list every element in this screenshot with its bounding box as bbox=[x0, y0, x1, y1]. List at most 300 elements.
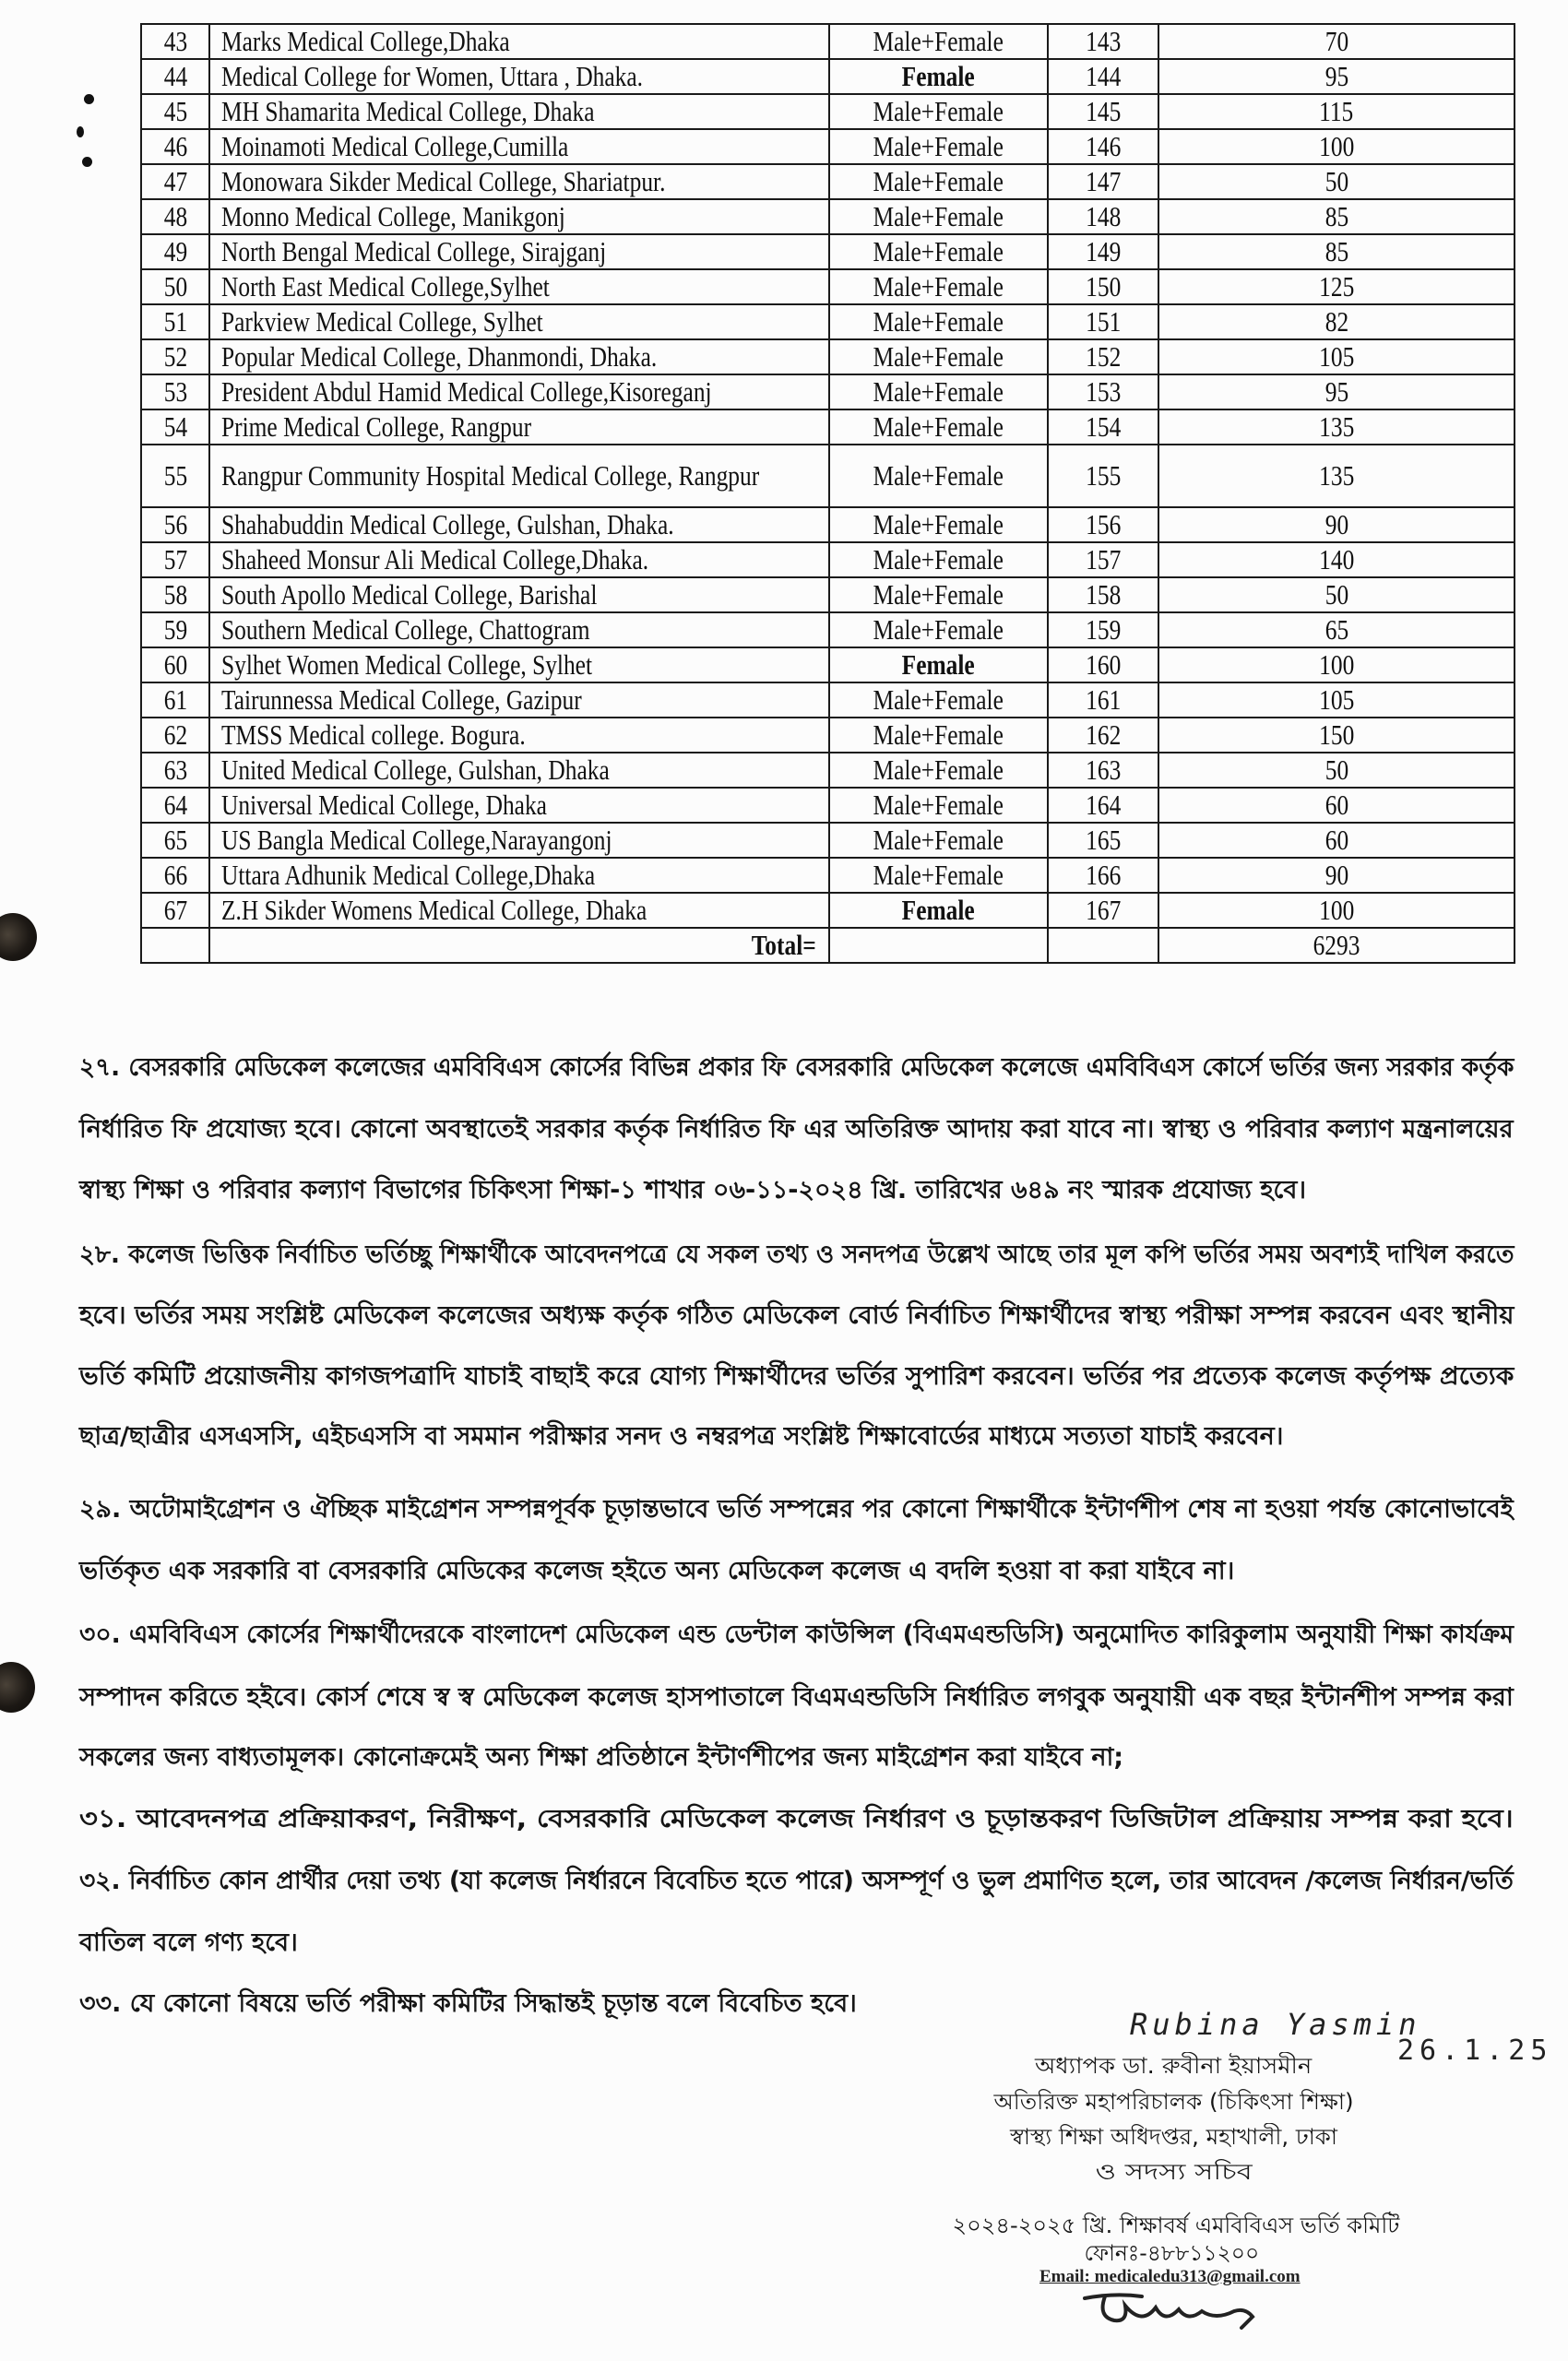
gender-cell-text: Male+Female bbox=[873, 789, 1004, 821]
table-row bbox=[141, 234, 1515, 269]
serial-cell bbox=[141, 409, 209, 445]
table-row bbox=[141, 858, 1515, 893]
college-name-cell bbox=[209, 199, 829, 234]
gender-cell-text: Male+Female bbox=[873, 683, 1004, 716]
college-name-cell bbox=[209, 304, 829, 339]
serial-cell bbox=[141, 199, 209, 234]
seats-cell bbox=[1158, 893, 1515, 928]
paragraph-line: ভর্তিকৃত এক সরকারি বা বেসরকারি মেডিকের কলেজ হইতে অন্য মেডিকেল কলেজ এ বদলি হওয়া বা করা যাইবে না। bbox=[79, 1557, 1235, 1585]
seats-cell-text: 95 bbox=[1324, 60, 1348, 92]
signatory-name: অধ্যাপক ডা. রুবীনা ইয়াসমীন bbox=[1034, 2053, 1313, 2079]
college-code-cell bbox=[1048, 823, 1158, 858]
college-code-cell-text: 156 bbox=[1085, 508, 1122, 540]
serial-cell bbox=[141, 893, 209, 928]
college-name-cell bbox=[209, 682, 829, 718]
seats-cell bbox=[1158, 577, 1515, 612]
empty-cell bbox=[1048, 928, 1158, 963]
college-name-cell bbox=[209, 753, 829, 788]
serial-cell-text: 47 bbox=[163, 165, 187, 197]
college-name-cell bbox=[209, 893, 829, 928]
college-code-cell-text: 166 bbox=[1085, 859, 1122, 891]
college-code-cell bbox=[1048, 507, 1158, 542]
serial-cell bbox=[141, 753, 209, 788]
college-name-cell-text: Z.H Sikder Womens Medical College, Dhaka bbox=[221, 894, 647, 926]
gender-cell bbox=[829, 234, 1048, 269]
gender-cell-text: Male+Female bbox=[873, 200, 1004, 232]
gender-cell-text: Male+Female bbox=[873, 543, 1004, 575]
college-name-cell-text: South Apollo Medical College, Barishal bbox=[221, 578, 598, 611]
college-code-cell-text: 160 bbox=[1085, 648, 1122, 681]
gender-cell bbox=[829, 647, 1048, 682]
seats-cell-text: 95 bbox=[1324, 375, 1348, 408]
college-code-cell bbox=[1048, 199, 1158, 234]
seats-cell bbox=[1158, 682, 1515, 718]
serial-cell-text: 56 bbox=[163, 508, 187, 540]
binder-hole-icon bbox=[0, 1662, 35, 1713]
college-name-cell-text: Parkview Medical College, Sylhet bbox=[221, 305, 543, 338]
college-code-cell-text: 145 bbox=[1085, 95, 1122, 127]
college-name-cell-text: Moinamoti Medical College,Cumilla bbox=[221, 130, 569, 162]
college-name-cell-text: TMSS Medical college. Bogura. bbox=[221, 718, 526, 751]
handwritten-date: 26.1.25 bbox=[1397, 2035, 1553, 2067]
paragraph-line: ভর্তি কমিটি প্রয়োজনীয় কাগজপত্রাদি যাচাই বাছাই করে যোগ্য শিক্ষার্থীদের ভর্তির সুপারিশ করবেন। ভর্তির পর প্রত্যেক কলেজ কর্তৃপক্ষ প্রত্যেক bbox=[79, 1362, 1515, 1391]
college-code-cell-text: 147 bbox=[1085, 165, 1122, 197]
serial-cell bbox=[141, 234, 209, 269]
handwritten-signature: Rubina Yasmin bbox=[1130, 2007, 1421, 2042]
college-code-cell bbox=[1048, 304, 1158, 339]
serial-cell-text: 51 bbox=[163, 305, 187, 338]
seats-cell-text: 90 bbox=[1324, 508, 1348, 540]
college-name-cell-text: Shaheed Monsur Ali Medical College,Dhaka. bbox=[221, 543, 649, 575]
serial-cell bbox=[141, 339, 209, 374]
seats-cell-text: 100 bbox=[1318, 894, 1355, 926]
serial-cell-text: 65 bbox=[163, 824, 187, 856]
table-row bbox=[141, 788, 1515, 823]
college-name-cell bbox=[209, 24, 829, 59]
serial-cell bbox=[141, 445, 209, 507]
college-name-cell-text: Marks Medical College,Dhaka bbox=[221, 25, 510, 57]
table-row bbox=[141, 59, 1515, 94]
college-code-cell-text: 151 bbox=[1085, 305, 1122, 338]
college-code-cell-text: 152 bbox=[1085, 340, 1122, 373]
college-name-cell-text: Monowara Sikder Medical College, Shariatpur. bbox=[221, 165, 666, 197]
table-row bbox=[141, 339, 1515, 374]
serial-cell bbox=[141, 612, 209, 647]
table-row bbox=[141, 24, 1515, 59]
college-name-cell-text: Southern Medical College, Chattogram bbox=[221, 613, 590, 646]
margin-dot-mark bbox=[77, 126, 84, 137]
total-value-cell bbox=[1158, 928, 1515, 963]
gender-cell-text: Male+Female bbox=[873, 410, 1004, 443]
seats-cell bbox=[1158, 445, 1515, 507]
seats-cell-text: 125 bbox=[1318, 270, 1355, 303]
college-code-cell bbox=[1048, 374, 1158, 409]
paragraph-line: ৩২. নির্বাচিত কোন প্রার্থীর দেয়া তথ্য (যা কলেজ নির্ধারনে বিবেচিত হতে পারে) অসম্পূর্ণ ও ভুল প্রমাণিত হলে, তার আবেদন /কলেজ নির্ধারন/ভর্তি bbox=[79, 1867, 1514, 1895]
serial-cell bbox=[141, 858, 209, 893]
gender-cell bbox=[829, 409, 1048, 445]
college-name-cell bbox=[209, 823, 829, 858]
table-row bbox=[141, 612, 1515, 647]
college-code-cell-text: 165 bbox=[1085, 824, 1122, 856]
college-code-cell-text: 167 bbox=[1085, 894, 1122, 926]
gender-cell-text: Male+Female bbox=[873, 508, 1004, 540]
serial-cell-text: 52 bbox=[163, 340, 187, 373]
gender-cell bbox=[829, 718, 1048, 753]
serial-cell bbox=[141, 647, 209, 682]
serial-cell bbox=[141, 542, 209, 577]
total-value: 6293 bbox=[1313, 929, 1360, 961]
table-row bbox=[141, 94, 1515, 129]
college-code-cell bbox=[1048, 59, 1158, 94]
gender-cell-text: Male+Female bbox=[873, 305, 1004, 338]
seats-cell-text: 82 bbox=[1324, 305, 1348, 338]
seats-cell bbox=[1158, 612, 1515, 647]
table-row bbox=[141, 374, 1515, 409]
serial-cell bbox=[141, 94, 209, 129]
serial-cell-text: 50 bbox=[163, 270, 187, 303]
serial-cell bbox=[141, 164, 209, 199]
gender-cell bbox=[829, 507, 1048, 542]
email-link[interactable]: Email: medicaledu313@gmail.com bbox=[1039, 2267, 1301, 2286]
college-name-cell bbox=[209, 374, 829, 409]
seats-cell bbox=[1158, 647, 1515, 682]
gender-cell bbox=[829, 542, 1048, 577]
gender-cell bbox=[829, 269, 1048, 304]
college-code-cell-text: 143 bbox=[1085, 25, 1122, 57]
seats-cell bbox=[1158, 718, 1515, 753]
gender-cell bbox=[829, 199, 1048, 234]
college-code-cell-text: 161 bbox=[1085, 683, 1122, 716]
serial-cell-text: 54 bbox=[163, 410, 187, 443]
seats-cell bbox=[1158, 94, 1515, 129]
paragraph-line: সকলের জন্য বাধ্যতামূলক। কোনোক্রমেই অন্য শিক্ষা প্রতিষ্ঠানে ইন্টার্ণশীপের জন্য মাইগ্রেশন করা যাইবে না; bbox=[79, 1743, 1124, 1772]
serial-cell bbox=[141, 374, 209, 409]
gender-cell-text: Male+Female bbox=[873, 718, 1004, 751]
college-code-cell bbox=[1048, 788, 1158, 823]
binder-hole-icon bbox=[0, 913, 37, 961]
serial-cell-text: 67 bbox=[163, 894, 187, 926]
table-row bbox=[141, 507, 1515, 542]
empty-cell bbox=[141, 928, 209, 963]
gender-cell bbox=[829, 858, 1048, 893]
seats-cell bbox=[1158, 788, 1515, 823]
college-code-cell bbox=[1048, 718, 1158, 753]
college-name-cell-text: North Bengal Medical College, Sirajganj bbox=[221, 235, 607, 267]
seats-cell bbox=[1158, 234, 1515, 269]
college-name-cell bbox=[209, 129, 829, 164]
college-code-cell bbox=[1048, 893, 1158, 928]
college-code-cell bbox=[1048, 577, 1158, 612]
college-name-cell-text: MH Shamarita Medical College, Dhaka bbox=[221, 95, 595, 127]
college-code-cell-text: 148 bbox=[1085, 200, 1122, 232]
table-row bbox=[141, 753, 1515, 788]
table-row bbox=[141, 269, 1515, 304]
seats-cell bbox=[1158, 339, 1515, 374]
college-name-cell bbox=[209, 788, 829, 823]
serial-cell bbox=[141, 24, 209, 59]
gender-cell-text: Male+Female bbox=[873, 375, 1004, 408]
serial-cell-text: 45 bbox=[163, 95, 187, 127]
serial-cell-text: 55 bbox=[163, 459, 187, 492]
college-code-cell bbox=[1048, 129, 1158, 164]
gender-cell-text: Male+Female bbox=[873, 25, 1004, 57]
college-code-cell bbox=[1048, 164, 1158, 199]
margin-dot-mark bbox=[84, 94, 94, 104]
gender-cell-text: Male+Female bbox=[873, 578, 1004, 611]
college-code-cell-text: 144 bbox=[1085, 60, 1122, 92]
college-name-cell-text: Prime Medical College, Rangpur bbox=[221, 410, 532, 443]
serial-cell-text: 53 bbox=[163, 375, 187, 408]
margin-dot-mark bbox=[82, 157, 92, 167]
college-name-cell bbox=[209, 577, 829, 612]
phone-number: ফোনঃ-৪৮৮১১২০০ bbox=[1083, 2240, 1259, 2266]
college-name-cell bbox=[209, 59, 829, 94]
college-code-cell-text: 153 bbox=[1085, 375, 1122, 408]
gender-cell bbox=[829, 612, 1048, 647]
serial-cell-text: 48 bbox=[163, 200, 187, 232]
seats-cell bbox=[1158, 507, 1515, 542]
gender-cell-text: Female bbox=[901, 894, 976, 926]
gender-cell-text: Male+Female bbox=[873, 859, 1004, 891]
college-name-cell bbox=[209, 269, 829, 304]
seats-cell-text: 50 bbox=[1324, 578, 1348, 611]
paragraph-line: নির্ধারিত ফি প্রযোজ্য হবে। কোনো অবস্থাতেই সরকার কর্তৃক নির্ধারিত ফি এর অতিরিক্ত আদায় করা যাবে না। স্বাস্থ্য ও পরিবার কল্যাণ মন্ত্রনালয়ের bbox=[79, 1115, 1514, 1144]
gender-cell bbox=[829, 164, 1048, 199]
gender-cell-text: Male+Female bbox=[873, 824, 1004, 856]
paragraph-line: ৩৩. যে কোনো বিষয়ে ভর্তি পরীক্ষা কমিটির সিদ্ধান্তই চূড়ান্ত বলে বিবেচিত হবে। bbox=[79, 1989, 857, 2018]
college-code-cell-text: 149 bbox=[1085, 235, 1122, 267]
college-code-cell-text: 163 bbox=[1085, 753, 1122, 786]
gender-cell-text: Male+Female bbox=[873, 235, 1004, 267]
college-code-cell-text: 150 bbox=[1085, 270, 1122, 303]
seats-cell-text: 105 bbox=[1318, 340, 1355, 373]
serial-cell bbox=[141, 788, 209, 823]
serial-cell bbox=[141, 304, 209, 339]
college-code-cell bbox=[1048, 445, 1158, 507]
college-code-cell-text: 159 bbox=[1085, 613, 1122, 646]
seats-cell-text: 85 bbox=[1324, 200, 1348, 232]
college-code-cell-text: 158 bbox=[1085, 578, 1122, 611]
paragraph-line: ২৯. অটোমাইগ্রেশন ও ঐচ্ছিক মাইগ্রেশন সম্পন্নপূর্বক চূড়ান্তভাবে ভর্তি সম্পন্নের পর কোনো শিক্ষার্থীকে ইন্টার্ণশীপ শেষ না হওয়া পর্যন্ত কোনোভাবেই bbox=[79, 1495, 1514, 1524]
serial-cell bbox=[141, 577, 209, 612]
college-code-cell-text: 164 bbox=[1085, 789, 1122, 821]
college-name-cell-text: US Bangla Medical College,Narayangonj bbox=[221, 824, 612, 856]
seats-cell-text: 105 bbox=[1318, 683, 1355, 716]
gender-cell-text: Male+Female bbox=[873, 753, 1004, 786]
serial-cell bbox=[141, 718, 209, 753]
college-name-cell-text: United Medical College, Gulshan, Dhaka bbox=[221, 753, 610, 786]
committee-name: ২০২৪-২০২৫ খ্রি. শিক্ষাবর্ষ এমবিবিএস ভর্তি কমিটি bbox=[952, 2213, 1400, 2238]
college-name-cell-text: President Abdul Hamid Medical College,Kisoreganj bbox=[221, 375, 712, 408]
serial-cell-text: 58 bbox=[163, 578, 187, 611]
college-name-cell bbox=[209, 718, 829, 753]
table-row bbox=[141, 682, 1515, 718]
college-code-cell-text: 162 bbox=[1085, 718, 1122, 751]
seats-cell bbox=[1158, 199, 1515, 234]
paragraph-line: ২৭. বেসরকারি মেডিকেল কলেজের এমবিবিএস কোর্সের বিভিন্ন প্রকার ফি বেসরকারি মেডিকেল কলেজে এমবিবিএস কোর্সে ভর্তির জন্য সরকার কর্তৃক bbox=[79, 1053, 1515, 1082]
serial-cell-text: 62 bbox=[163, 718, 187, 751]
seats-cell-text: 115 bbox=[1319, 95, 1354, 127]
seats-cell bbox=[1158, 59, 1515, 94]
college-code-cell bbox=[1048, 269, 1158, 304]
gender-cell-text: Male+Female bbox=[873, 95, 1004, 127]
gender-cell-text: Male+Female bbox=[873, 165, 1004, 197]
college-name-cell bbox=[209, 234, 829, 269]
college-name-cell-text: Shahabuddin Medical College, Gulshan, Dhaka. bbox=[221, 508, 674, 540]
college-code-cell-text: 157 bbox=[1085, 543, 1122, 575]
signatory-designation: অতিরিক্ত মহাপরিচালক (চিকিৎসা শিক্ষা) bbox=[993, 2089, 1354, 2115]
serial-cell-text: 61 bbox=[163, 683, 187, 716]
college-code-cell bbox=[1048, 612, 1158, 647]
college-name-cell bbox=[209, 612, 829, 647]
college-code-cell bbox=[1048, 647, 1158, 682]
table-row bbox=[141, 647, 1515, 682]
serial-cell-text: 63 bbox=[163, 753, 187, 786]
college-name-cell bbox=[209, 507, 829, 542]
seats-cell-text: 70 bbox=[1324, 25, 1348, 57]
college-name-cell bbox=[209, 542, 829, 577]
college-name-cell bbox=[209, 858, 829, 893]
seats-cell-text: 150 bbox=[1318, 718, 1355, 751]
college-code-cell bbox=[1048, 234, 1158, 269]
gender-cell-text: Male+Female bbox=[873, 270, 1004, 303]
college-name-cell bbox=[209, 164, 829, 199]
paragraph-line: স্বাস্থ্য শিক্ষা ও পরিবার কল্যাণ বিভাগের চিকিৎসা শিক্ষা-১ শাখার ০৬-১১-২০২৪ খ্রি. তারিখের ৬৪৯ নং স্মারক প্রযোজ্য হবে। bbox=[79, 1176, 1307, 1204]
gender-cell bbox=[829, 94, 1048, 129]
gender-cell-text: Male+Female bbox=[873, 340, 1004, 373]
table-row bbox=[141, 409, 1515, 445]
paragraph-line: ৩১. আবেদনপত্র প্রক্রিয়াকরণ, নিরীক্ষণ, বেসরকারি মেডিকেল কলেজ নির্ধারণ ও চূড়ান্তকরণ ডিজিটাল প্রক্রিয়ায় সম্পন্ন করা হবে। bbox=[79, 1805, 1514, 1833]
gender-cell bbox=[829, 24, 1048, 59]
table-row bbox=[141, 718, 1515, 753]
college-name-cell-text: Medical College for Women, Uttara , Dhaka. bbox=[221, 60, 644, 92]
seats-cell bbox=[1158, 409, 1515, 445]
gender-cell bbox=[829, 59, 1048, 94]
serial-cell-text: 49 bbox=[163, 235, 187, 267]
college-code-cell bbox=[1048, 24, 1158, 59]
college-name-cell-text: Universal Medical College, Dhaka bbox=[221, 789, 547, 821]
signatory-role: ও সদস্য সচিব bbox=[1094, 2159, 1253, 2185]
college-code-cell bbox=[1048, 339, 1158, 374]
college-code-cell bbox=[1048, 94, 1158, 129]
seats-cell-text: 90 bbox=[1324, 859, 1348, 891]
serial-cell bbox=[141, 823, 209, 858]
seats-cell bbox=[1158, 269, 1515, 304]
table-row bbox=[141, 199, 1515, 234]
seats-cell-text: 85 bbox=[1324, 235, 1348, 267]
college-code-cell bbox=[1048, 858, 1158, 893]
table-row bbox=[141, 129, 1515, 164]
college-name-cell-text: Popular Medical College, Dhanmondi, Dhaka. bbox=[221, 340, 658, 373]
gender-cell-text: Male+Female bbox=[873, 130, 1004, 162]
seats-cell bbox=[1158, 304, 1515, 339]
table-row bbox=[141, 823, 1515, 858]
gender-cell bbox=[829, 788, 1048, 823]
serial-cell bbox=[141, 59, 209, 94]
college-name-cell bbox=[209, 647, 829, 682]
gender-cell-text: Female bbox=[901, 648, 976, 681]
college-name-cell-text: Monno Medical College, Manikgonj bbox=[221, 200, 565, 232]
college-name-cell bbox=[209, 445, 829, 507]
college-code-cell-text: 154 bbox=[1085, 410, 1122, 443]
serial-cell-text: 60 bbox=[163, 648, 187, 681]
serial-cell-text: 46 bbox=[163, 130, 187, 162]
initials-signature bbox=[1077, 2289, 1262, 2335]
seats-cell-text: 100 bbox=[1318, 648, 1355, 681]
seats-cell-text: 65 bbox=[1324, 613, 1348, 646]
table-row bbox=[141, 577, 1515, 612]
paragraph-line: হবে। ভর্তির সময় সংশ্লিষ্ট মেডিকেল কলেজের অধ্যক্ষ কর্তৃক গঠিত মেডিকেল বোর্ড নির্বাচিত শিক্ষার্থীদের স্বাস্থ্য পরীক্ষা সম্পন্ন করবেন এবং স্থানীয় bbox=[79, 1301, 1515, 1330]
college-name-cell-text: Rangpur Community Hospital Medical College, Rangpur bbox=[221, 459, 760, 492]
college-name-cell bbox=[209, 409, 829, 445]
seats-cell bbox=[1158, 823, 1515, 858]
seats-cell bbox=[1158, 542, 1515, 577]
total-label: Total= bbox=[751, 929, 816, 961]
gender-cell bbox=[829, 823, 1048, 858]
seats-cell-text: 135 bbox=[1318, 459, 1355, 492]
seats-cell-text: 60 bbox=[1324, 824, 1348, 856]
paragraph-line: ২৮. কলেজ ভিত্তিক নির্বাচিত ভর্তিচ্ছু শিক্ষার্থীকে আবেদনপত্রে যে সকল তথ্য ও সনদপত্র উল্লেখ আছে তার মূল কপি ভর্তির সময় অবশ্যই দাখিল করতে bbox=[79, 1240, 1515, 1269]
college-code-cell bbox=[1048, 682, 1158, 718]
serial-cell-text: 44 bbox=[163, 60, 187, 92]
table-row bbox=[141, 304, 1515, 339]
seats-cell-text: 135 bbox=[1318, 410, 1355, 443]
gender-cell-text: Male+Female bbox=[873, 613, 1004, 646]
total-label-cell bbox=[209, 928, 829, 963]
seats-cell-text: 50 bbox=[1324, 165, 1348, 197]
serial-cell-text: 57 bbox=[163, 543, 187, 575]
serial-cell bbox=[141, 507, 209, 542]
seats-cell-text: 140 bbox=[1318, 543, 1355, 575]
serial-cell bbox=[141, 129, 209, 164]
serial-cell-text: 43 bbox=[163, 25, 187, 57]
seats-cell bbox=[1158, 858, 1515, 893]
gender-cell bbox=[829, 682, 1048, 718]
college-code-cell bbox=[1048, 409, 1158, 445]
total-row bbox=[141, 928, 1515, 963]
signatory-office: স্বাস্থ্য শিক্ষা অধিদপ্তর, মহাখালী, ঢাকা bbox=[1009, 2124, 1337, 2150]
gender-cell bbox=[829, 577, 1048, 612]
seats-cell bbox=[1158, 753, 1515, 788]
gender-cell bbox=[829, 129, 1048, 164]
college-name-cell-text: Sylhet Women Medical College, Sylhet bbox=[221, 648, 593, 681]
seats-cell-text: 100 bbox=[1318, 130, 1355, 162]
serial-cell-text: 66 bbox=[163, 859, 187, 891]
empty-cell bbox=[829, 928, 1048, 963]
serial-cell-text: 64 bbox=[163, 789, 187, 821]
college-name-cell bbox=[209, 339, 829, 374]
gender-cell bbox=[829, 445, 1048, 507]
seats-cell bbox=[1158, 24, 1515, 59]
serial-cell bbox=[141, 269, 209, 304]
college-code-cell-text: 146 bbox=[1085, 130, 1122, 162]
seat-allocation-table bbox=[140, 23, 1515, 964]
college-name-cell-text: Tairunnessa Medical College, Gazipur bbox=[221, 683, 582, 716]
table-row bbox=[141, 893, 1515, 928]
paragraph-line: বাতিল বলে গণ্য হবে। bbox=[79, 1928, 298, 1957]
paragraph-line: সম্পাদন করিতে হইবে। কোর্স শেষে স্ব স্ব মেডিকেল কলেজ হাসপাতালে বিএমএন্ডডিসি নির্ধারিত লগবুক অনুযায়ী এক বছর ইন্টার্নশীপ সম্পন্ন করা bbox=[79, 1683, 1514, 1712]
table-row bbox=[141, 445, 1515, 507]
college-code-cell bbox=[1048, 753, 1158, 788]
table-row bbox=[141, 542, 1515, 577]
table-row bbox=[141, 164, 1515, 199]
serial-cell bbox=[141, 682, 209, 718]
seats-cell bbox=[1158, 164, 1515, 199]
college-name-cell-text: North East Medical College,Sylhet bbox=[221, 270, 550, 303]
paragraph-line: ৩০. এমবিবিএস কোর্সের শিক্ষার্থীদেরকে বাংলাদেশ মেডিকেল এন্ড ডেন্টাল কাউন্সিল (বিএমএন্ডডিসি) অনুমোদিত কারিকুলাম অনুযায়ী শিক্ষা কার্যক্রম bbox=[79, 1620, 1515, 1649]
gender-cell bbox=[829, 374, 1048, 409]
college-name-cell-text: Uttara Adhunik Medical College,Dhaka bbox=[221, 859, 596, 891]
